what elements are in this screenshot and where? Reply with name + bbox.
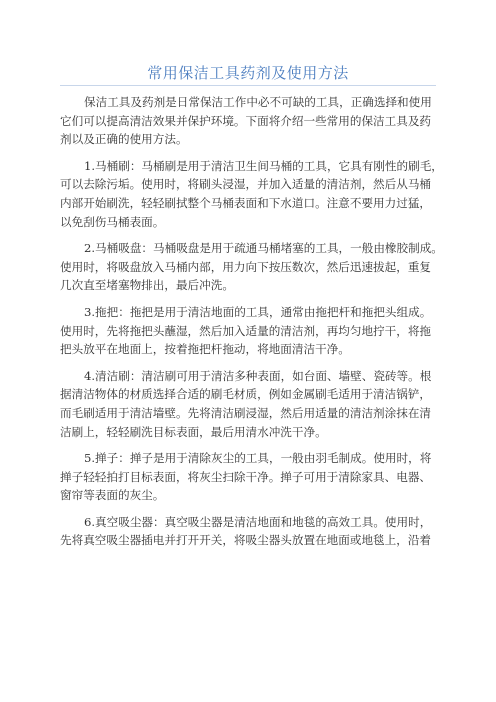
paragraph-line: 内部开始刷洗，轻轻刷拭整个马桶表面和下水道口。注意不要用力过猛， [60, 195, 432, 210]
paragraph-line: 4.清洁刷：清洁刷可用于清洁多种表面，如台面、墙壁、瓷砖等。根 [84, 368, 432, 383]
paragraph-line: 洁刷上，轻轻刷洗目标表面，最后用清水冲洗干净。 [60, 424, 327, 439]
title-underline [60, 85, 436, 86]
paragraph-line: 使用时，将吸盘放入马桶内部，用力向下按压数次，然后迅速拔起，重复 [60, 259, 432, 274]
paragraph [60, 239, 443, 295]
paragraph-line: 而毛刷适用于清洁墙壁。先将清洁刷浸湿，然后用适量的清洁剂涂抹在清 [60, 405, 432, 420]
paragraph-line: 1.马桶刷：马桶刷是用于清洁卫生间马桶的工具，它具有刚性的刷毛， [84, 158, 443, 173]
paragraph [60, 157, 443, 231]
paragraph-line: 掸子轻轻拍打目标表面，将灰尘扫除干净。掸子可用于清除家具、电器、 [60, 469, 432, 484]
paragraph-line: 先将真空吸尘器插电并打开开关，将吸尘器头放置在地面或地毯上，沿着 [60, 533, 432, 548]
paragraph [60, 93, 440, 149]
paragraph-line: 几次直至堵塞物排出，最后冲洗。 [60, 278, 234, 293]
paragraph-line: 把头放平在地面上，按着拖把杆拖动，将地面清洁干净。 [60, 342, 350, 357]
document-body [60, 93, 443, 558]
paragraph [60, 513, 440, 550]
paragraph-line: 使用时，先将拖把头蘸湿，然后加入适量的清洁剂，再均匀地拧干，将拖 [60, 323, 432, 338]
paragraph [60, 367, 440, 441]
paragraph-line: 可以去除污垢。使用时，将刷头浸湿，并加入适量的清洁剂，然后从马桶 [60, 177, 432, 192]
paragraph-line: 6.真空吸尘器：真空吸尘器是清洁地面和地毯的高效工具。使用时， [84, 514, 432, 529]
paragraph-line: 保洁工具及药剂是日常保洁工作中必不可缺的工具，正确选择和使用 [84, 95, 432, 109]
document-title: 常用保洁工具药剂及使用方法 [147, 64, 349, 82]
paragraph-line: 它们可以提高清洁效果并保护环境。下面将介绍一些常用的保洁工具及药 [60, 113, 432, 128]
paragraph-line: 5.掸子：掸子是用于清除灰尘的工具，一般由羽毛制成。使用时，将 [84, 451, 432, 466]
paragraph-line: 窗帘等表面的灰尘。 [60, 488, 165, 503]
paragraph-line: 3.拖把：拖把是用于清洁地面的工具，通常由拖把杆和拖把头组成。 [84, 304, 432, 319]
paragraph-line: 2.马桶吸盘：马桶吸盘是用于疏通马桶堵塞的工具，一般由橡胶制成。 [84, 241, 443, 256]
paragraph [60, 449, 440, 505]
paragraph [60, 303, 440, 359]
paragraph-line: 据清洁物体的材质选择合适的刷毛材质，例如金属刷毛适用于清洁锅铲， [60, 387, 432, 402]
paragraph-line: 剂以及正确的使用方法。 [60, 132, 188, 147]
paragraph-line: 以免刮伤马桶表面。 [60, 214, 165, 229]
